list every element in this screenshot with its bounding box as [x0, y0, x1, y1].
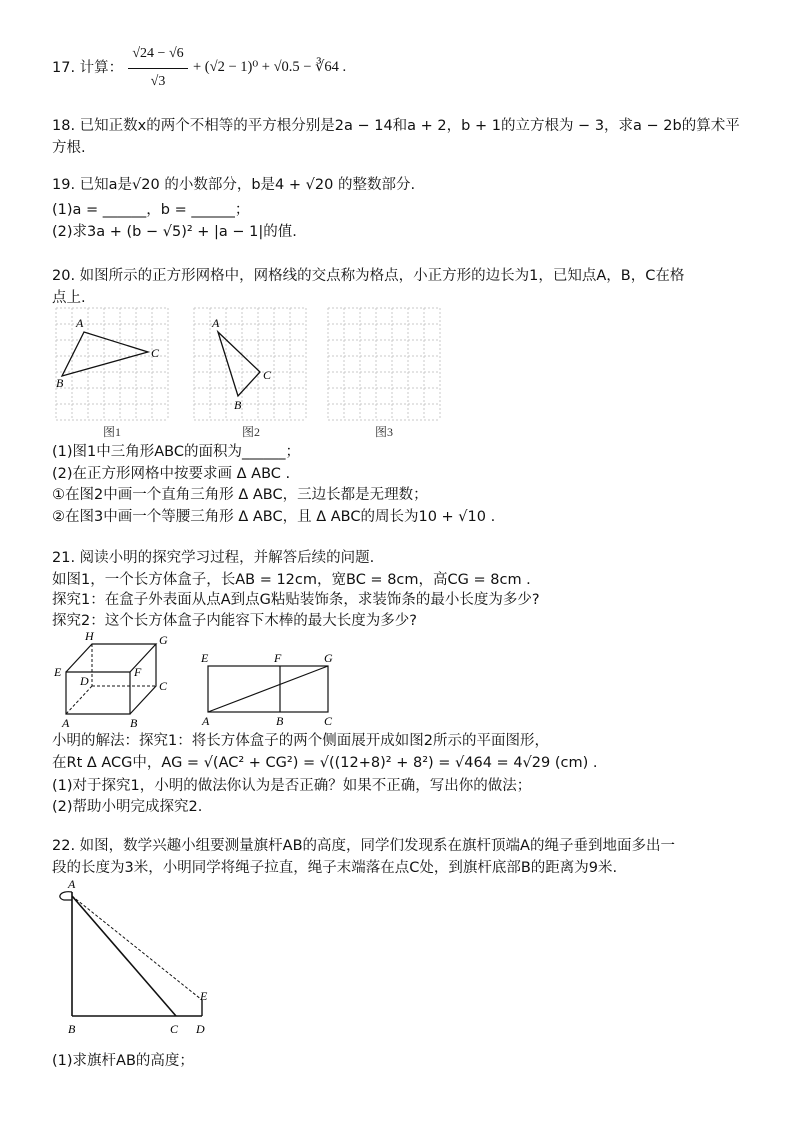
- triangle-abc: [218, 332, 260, 396]
- label-a: A: [62, 716, 70, 730]
- label-e: E: [201, 651, 209, 665]
- q21-line2: 如图1，一个长方体盒子，长AB = 12cm，宽BC = 8cm，高CG = 8cm .: [52, 572, 531, 588]
- label-e: E: [200, 989, 208, 1003]
- q20-figure-2: [194, 308, 310, 440]
- q21-part2: (2)帮助小明完成探究2.: [52, 799, 203, 815]
- q17-denominator: √3: [150, 74, 166, 89]
- q17-numerator: √24 − √6: [132, 46, 184, 61]
- label-b: B: [56, 376, 64, 390]
- label-a: A: [68, 877, 76, 891]
- fraction-bar: [128, 68, 188, 69]
- q22-line2: 段的长度为3米，小明同学将绳子拉直，绳子末端落在点C处，到旗杆底部B的距离为9米.: [52, 860, 618, 876]
- q17-lead: 17. 计算：: [52, 60, 124, 76]
- q21-part1: (1)对于探究1，小明的做法你认为是否正确？如果不正确，写出你的做法；: [52, 778, 532, 794]
- label-c: C: [159, 679, 168, 693]
- triangle-abc: [62, 332, 148, 376]
- front-face: [66, 672, 130, 714]
- q17-rest: + (√2 − 1)⁰ + √0.5 − ∛64 .: [193, 59, 347, 75]
- right-face: [130, 644, 156, 714]
- q18-line2: 方根.: [52, 140, 86, 156]
- q19-part2: (2)求3a + (b − √5)² + |a − 1|的值.: [52, 224, 297, 240]
- q21-cuboid-figure: [52, 630, 182, 730]
- fig-caption: 图1: [103, 425, 122, 439]
- q19-line1: 19. 已知a是√20 的小数部分，b是4 + √20 的整数部分.: [52, 177, 416, 193]
- label-d: D: [80, 674, 89, 688]
- label-b: B: [234, 398, 242, 412]
- label-f: F: [274, 651, 282, 665]
- grid: [194, 308, 306, 420]
- q21-line3: 探究1：在盒子外表面从点A到点G粘贴装饰条，求装饰条的最小长度为多少?: [52, 592, 540, 608]
- label-b: B: [130, 716, 138, 730]
- q21-line1: 21. 阅读小明的探究学习过程，并解答后续的问题.: [52, 550, 375, 566]
- label-c: C: [151, 346, 160, 360]
- q21-line4: 探究2：这个长方体盒子内能容下木棒的最大长度为多少?: [52, 613, 417, 629]
- q20-sub1: ①在图2中画一个直角三角形 Δ ABC，三边长都是无理数；: [52, 487, 428, 503]
- q20-part1: (1)图1中三角形ABC的面积为______；: [52, 444, 301, 460]
- q22-line1: 22. 如图，数学兴趣小组要测量旗杆AB的高度，同学们发现系在旗杆顶端A的绳子垂到地面多出一: [52, 838, 675, 854]
- fig-caption: 图3: [375, 425, 394, 439]
- q20-sub2: ②在图3中画一个等腰三角形 Δ ABC，且 Δ ABC的周长为10 + √10 .: [52, 509, 496, 525]
- q19-part1: (1)a = ______，b = ______；: [52, 202, 250, 218]
- q22-part1: (1)求旗杆AB的高度；: [52, 1053, 194, 1069]
- label-a: A: [76, 316, 84, 330]
- q18-line1: 18. 已知正数x的两个不相等的平方根分别是2a − 14和a + 2，b + 1的立方根为 − 3，求a − 2b的算术平: [52, 118, 740, 134]
- label-f: F: [134, 665, 142, 679]
- grid: [328, 308, 440, 420]
- label-g: G: [324, 651, 333, 665]
- q20-line2: 点上.: [52, 290, 86, 306]
- label-a: A: [212, 316, 220, 330]
- label-b: B: [68, 1022, 76, 1036]
- q21-line6: 在Rt Δ ACG中，AG = √(AC² + CG²) = √((12+8)² + 8²) = √464 = 4√29 (cm) .: [52, 755, 598, 771]
- label-g: G: [159, 633, 168, 647]
- label-c: C: [170, 1022, 179, 1036]
- q20-figure-3: [328, 308, 444, 440]
- rope-ac: [72, 896, 176, 1016]
- grid: [56, 308, 168, 420]
- label-c: C: [324, 714, 333, 728]
- q20-figure-1: [56, 308, 172, 440]
- label-e: E: [54, 665, 62, 679]
- label-b: B: [276, 714, 284, 728]
- q21-line5: 小明的解法：探究1：将长方体盒子的两个侧面展开成如图2所示的平面图形，: [52, 733, 549, 749]
- q22-flagpole-figure: [50, 876, 220, 1046]
- label-d: D: [196, 1022, 205, 1036]
- rope-ae: [72, 896, 202, 1000]
- fig-caption: 图2: [242, 425, 261, 439]
- q20-part2: (2)在正方形网格中按要求画 Δ ABC .: [52, 466, 291, 482]
- q21-net-figure: [196, 650, 346, 730]
- label-c: C: [263, 368, 272, 382]
- q20-line1: 20. 如图所示的正方形网格中，网格线的交点称为格点，小正方形的边长为1，已知点A，B，C在格: [52, 268, 685, 284]
- diagonal-ag: [208, 666, 328, 712]
- rope-coil: [60, 892, 72, 900]
- top-face: [66, 644, 156, 672]
- label-h: H: [85, 629, 94, 643]
- label-a: A: [202, 714, 210, 728]
